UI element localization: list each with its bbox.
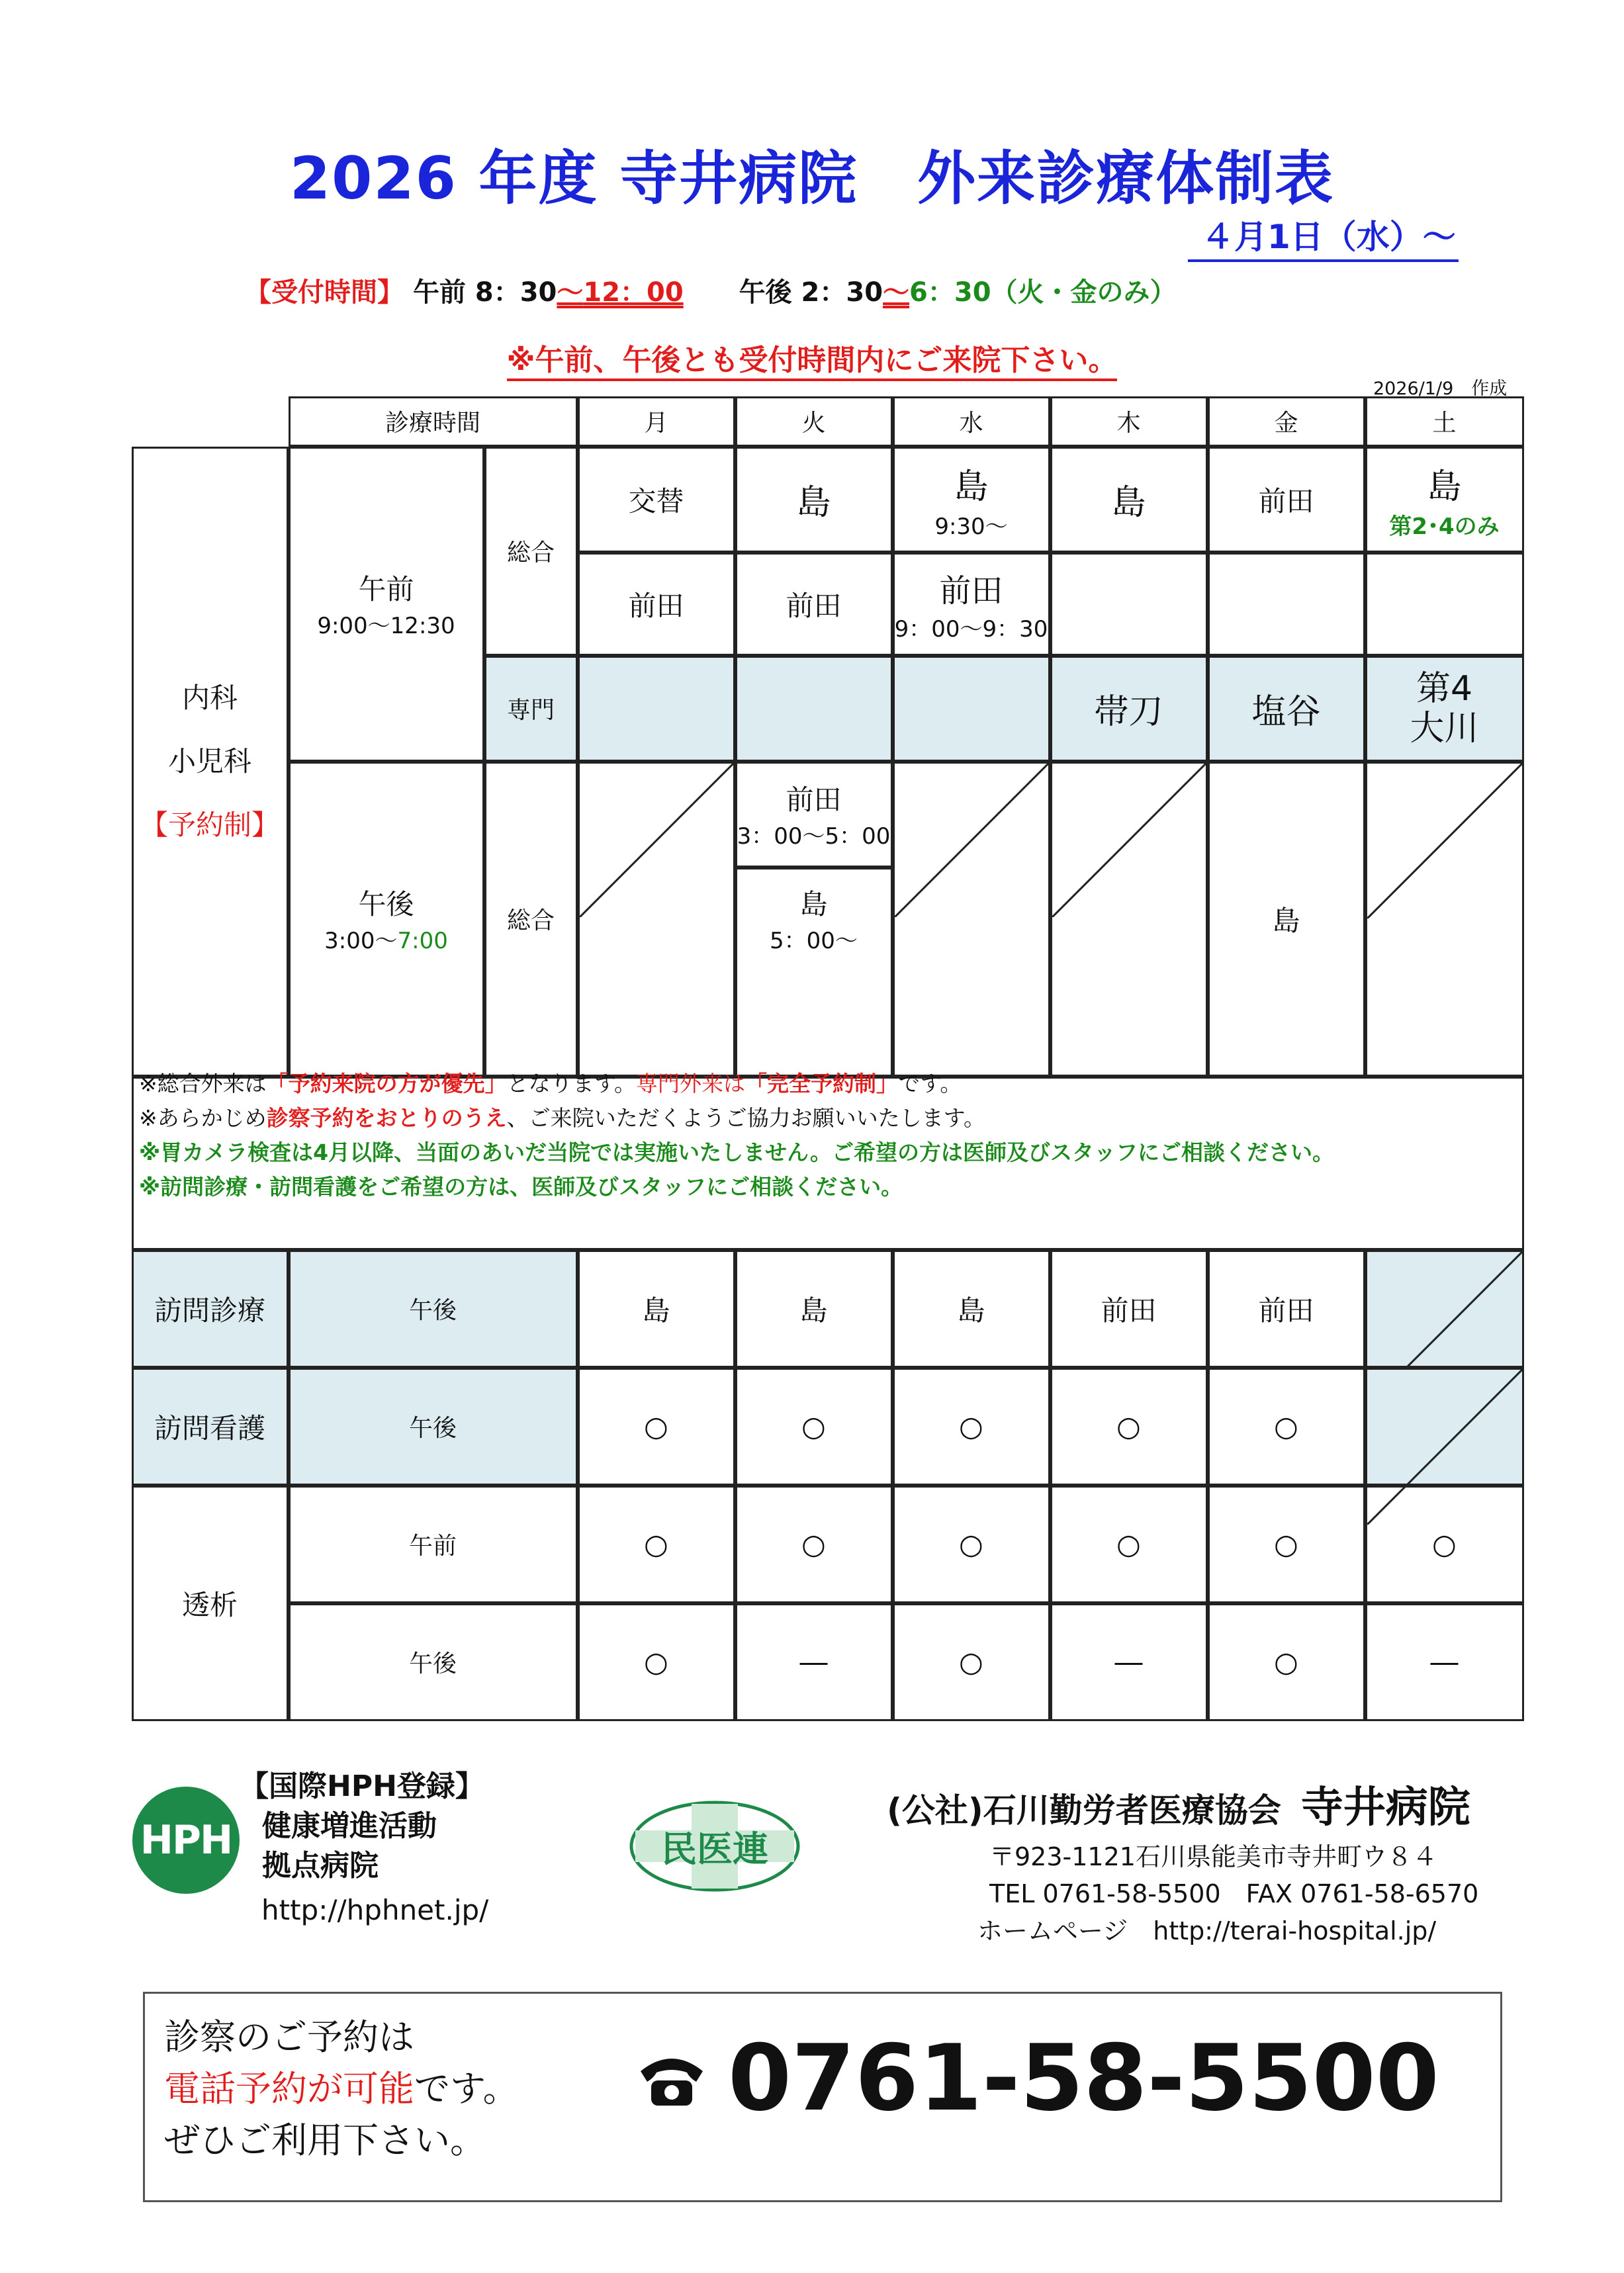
pm-tilde: ～ — [883, 277, 910, 308]
empty-slash — [580, 764, 733, 917]
dept-cell — [132, 447, 289, 1077]
day-sat: 土 — [1365, 396, 1524, 447]
hph-logo: HPH — [132, 1787, 240, 1894]
specialist-label: 専門 — [484, 656, 578, 762]
col-header-hours: 診療時間 — [289, 396, 578, 447]
visit-wed: 島 — [893, 1250, 1050, 1368]
spec-fri: 塩谷 — [1208, 656, 1365, 762]
visit-tue: 島 — [735, 1250, 893, 1368]
minirenki-text: 民医連 — [661, 1828, 768, 1870]
home-nursing-time: 午後 — [289, 1368, 578, 1486]
am-hours: 9:00～12:30 — [317, 613, 455, 639]
minirenki-logo — [629, 1800, 801, 1893]
dial-am-tue: ○ — [735, 1486, 893, 1603]
am2-tue: 前田 — [735, 553, 893, 656]
pm-mon-empty — [578, 762, 735, 1077]
am1-wed — [893, 447, 1050, 553]
dial-am-fri: ○ — [1208, 1486, 1365, 1603]
dial-pm-wed: ○ — [893, 1603, 1050, 1721]
nursing-wed: ○ — [893, 1368, 1050, 1486]
start-date: ４月1日（水）～ — [1188, 210, 1459, 262]
general-pm-label: 総合 — [484, 762, 578, 1077]
reservation-label: 【予約制】 — [140, 808, 279, 841]
pm-start: 午後 2：30 — [739, 277, 883, 308]
visit-mon: 島 — [578, 1250, 735, 1368]
pm-wed-empty — [893, 762, 1050, 1077]
spec-sat-a: 第4 — [1416, 668, 1473, 709]
phone-number[interactable] — [635, 2025, 1439, 2131]
box-line2: 電話予約が可能です。 — [164, 2068, 519, 2110]
general-am-label: 総合 — [484, 447, 578, 656]
am-tilde: ～ — [557, 277, 584, 308]
hph-line1: 健康増進活動 — [262, 1809, 437, 1843]
association — [887, 1773, 1470, 1834]
spec-tue — [735, 656, 893, 762]
dial-pm-thu: ― — [1050, 1603, 1208, 1721]
pm-hours-start: 3:00～ — [324, 928, 398, 954]
day-mon: 月 — [578, 396, 735, 447]
pm-end: 6：30（火・金のみ） — [909, 277, 1177, 308]
address: 〒923-1121石川県能美市寺井町ウ８４ — [989, 1842, 1437, 1871]
day-tue: 火 — [735, 396, 893, 447]
hours-label: 【受付時間】 — [245, 277, 404, 308]
pm-hours-end: 7:00 — [397, 928, 448, 954]
pm-sat-empty — [1365, 762, 1524, 1077]
pm-time-cell — [289, 762, 484, 1077]
notice-text: ※午前、午後とも受付時間内にご来院下さい。 — [507, 343, 1118, 381]
nursing-tue: ○ — [735, 1368, 893, 1486]
dept-pediatric: 小児科 — [167, 744, 251, 778]
nursing-sat-empty — [1365, 1368, 1524, 1486]
am1-fri: 前田 — [1208, 447, 1365, 553]
am2-mon: 前田 — [578, 553, 735, 656]
dialysis-am-label: 午前 — [289, 1486, 578, 1603]
home-visit-label: 訪問診療 — [132, 1250, 289, 1368]
day-thu: 木 — [1050, 396, 1208, 447]
dial-am-sat: ○ — [1365, 1486, 1524, 1603]
dial-am-wed: ○ — [893, 1486, 1050, 1603]
note-2: ※あらかじめ診察予約をおとりのうえ、ご来院いただくようご協力お願いいたします。 — [139, 1105, 986, 1131]
visit-thu: 前田 — [1050, 1250, 1208, 1368]
nursing-thu: ○ — [1050, 1368, 1208, 1486]
nursing-mon: ○ — [578, 1368, 735, 1486]
tel-fax: TEL 0761-58-5500 FAX 0761-58-6570 — [989, 1879, 1479, 1908]
empty-slash — [1052, 764, 1206, 917]
pm-thu-empty — [1050, 762, 1208, 1077]
spec-sat-b: 大川 — [1410, 708, 1479, 748]
empty-slash — [1367, 764, 1522, 918]
hph-line2: 拠点病院 — [262, 1849, 379, 1883]
box-line1: 診察のご予約は — [164, 2016, 414, 2058]
pm-tue-a — [735, 762, 893, 868]
am1-wed-time: 9:30～ — [934, 513, 1008, 540]
address-block — [977, 1838, 1479, 1949]
spec-thu: 帯刀 — [1050, 656, 1208, 762]
empty-slash — [895, 764, 1048, 917]
hph-title: 【国際HPH登録】 — [240, 1769, 484, 1803]
spec-sat — [1365, 656, 1524, 762]
spec-wed — [893, 656, 1050, 762]
am2-wed-time: 9：00～9：30 — [894, 615, 1048, 643]
home-visit-time: 午後 — [289, 1250, 578, 1368]
nursing-fri: ○ — [1208, 1368, 1365, 1486]
pm-tue-a-time: 3：00～5：00 — [737, 823, 891, 850]
am2-fri — [1208, 553, 1365, 656]
am1-mon: 交替 — [578, 447, 735, 553]
hospital-name: 寺井病院 — [1300, 1783, 1470, 1832]
pm-tue-b-time: 5：00～ — [770, 927, 858, 954]
am-end: 12：00 — [583, 277, 684, 308]
visit-fri: 前田 — [1208, 1250, 1365, 1368]
pm-label: 午後 — [358, 888, 414, 920]
dial-pm-fri: ○ — [1208, 1603, 1365, 1721]
am-time-cell — [289, 447, 484, 762]
dial-pm-sat: ― — [1365, 1603, 1524, 1721]
note-1: ※総合外来は「予約来院の方が優先」となります。専門外来は「完全予約制」です。 — [139, 1071, 962, 1096]
note-4: ※訪問診療・訪問看護をご希望の方は、医師及びスタッフにご相談ください。 — [139, 1174, 903, 1200]
pm-tue-b-doctor: 島 — [799, 887, 828, 920]
am2-sat — [1365, 553, 1524, 656]
spec-mon — [578, 656, 735, 762]
notes — [139, 1067, 1531, 1204]
dial-am-thu: ○ — [1050, 1486, 1208, 1603]
pm-fri: 島 — [1208, 762, 1365, 1077]
homepage[interactable]: ホームページ http://terai-hospital.jp/ — [977, 1916, 1437, 1945]
am1-thu: 島 — [1050, 447, 1208, 553]
page-title: 2026 年度 寺井病院 外来診療体制表 — [289, 144, 1335, 212]
am2-wed — [893, 553, 1050, 656]
dialysis-pm-label: 午後 — [289, 1603, 578, 1721]
association-name: (公社)石川勤労者医療協会 — [887, 1791, 1281, 1830]
dial-pm-mon: ○ — [578, 1603, 735, 1721]
am-start: 午前 8：30 — [412, 277, 557, 308]
am2-thu — [1050, 553, 1208, 656]
phone-text[interactable]: 0761-58-5500 — [728, 2025, 1439, 2131]
am1-sat — [1365, 447, 1524, 553]
am2-wed-doctor: 前田 — [939, 572, 1003, 609]
am1-tue: 島 — [735, 447, 893, 553]
dial-pm-tue: ― — [735, 1603, 893, 1721]
day-fri: 金 — [1208, 396, 1365, 447]
visit-sat-empty — [1365, 1250, 1524, 1368]
hph-text — [240, 1767, 484, 1886]
am1-wed-doctor: 島 — [954, 467, 989, 507]
note-3: ※胃カメラ検査は4月以降、当面のあいだ当院では実施いたしません。ご希望の方は医師及びスタッフにご相談ください。 — [139, 1139, 1335, 1165]
am-label: 午前 — [358, 573, 414, 605]
home-nursing-label: 訪問看護 — [132, 1368, 289, 1486]
reservation-text — [164, 2012, 519, 2166]
day-wed: 水 — [893, 396, 1050, 447]
am1-sat-note: 第2･4のみ — [1389, 513, 1500, 540]
created-date: 2026/1/9 作成 — [1373, 379, 1508, 399]
dept-internal: 内科 — [181, 681, 238, 714]
telephone-icon — [635, 2049, 708, 2108]
pm-hours — [324, 922, 448, 955]
hph-url[interactable]: http://hphnet.jp/ — [261, 1894, 489, 1926]
pm-tue-b — [735, 868, 893, 1077]
dial-am-mon: ○ — [578, 1486, 735, 1603]
am1-sat-doctor: 島 — [1427, 467, 1462, 507]
dialysis-label: 透析 — [132, 1486, 289, 1721]
pm-tue-a-doctor: 前田 — [786, 783, 842, 816]
box-line3: ぜひご利用下さい。 — [164, 2119, 486, 2161]
